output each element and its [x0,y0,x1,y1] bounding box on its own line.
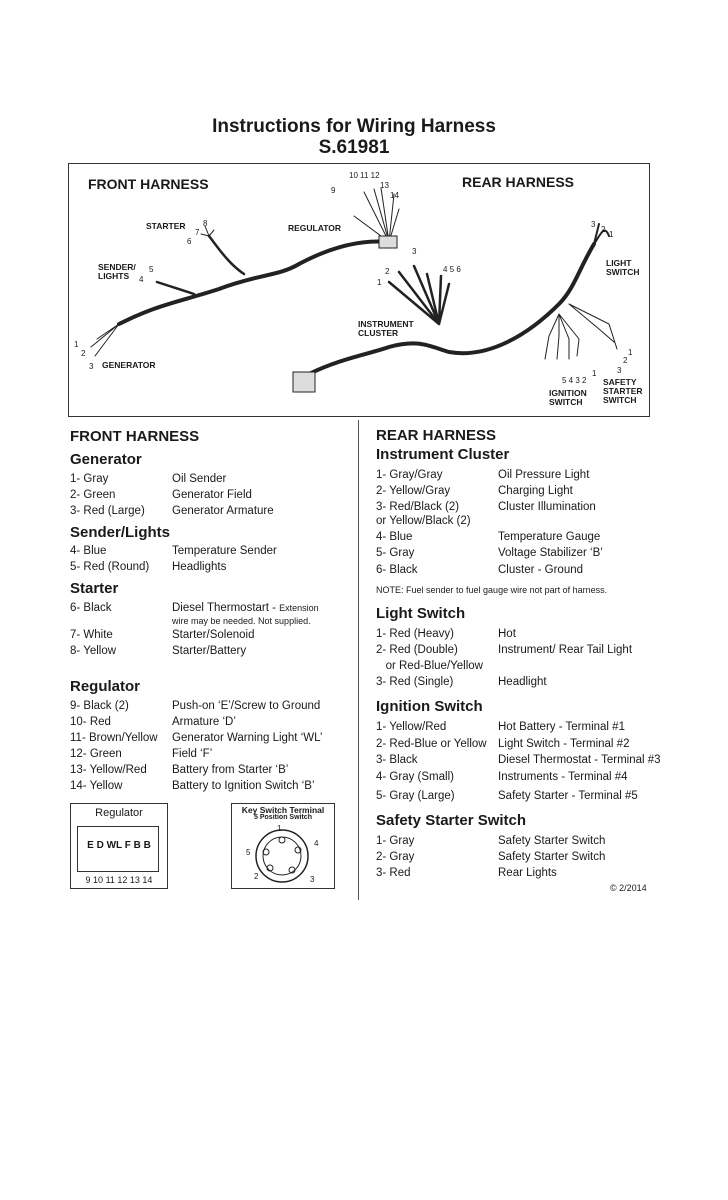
regulator-label: REGULATOR [288,223,342,233]
wire-desc: Battery from Starter ‘B’ [172,764,289,776]
wire-number: 7 [195,228,200,237]
key-terminal-number: 3 [310,875,315,884]
wire-row: 6- Black [376,564,418,576]
wire-row: 2- Red-Blue or Yellow [376,738,487,750]
regulator-heading: Regulator [70,678,141,695]
wire-number: 3 [89,362,94,371]
wire-row: 5- Red (Round) [70,561,150,573]
wire-number: 2 [385,267,390,276]
wire-row: 2- Green [70,489,116,501]
wire-number: 10 11 12 [349,171,380,180]
wire-number: 1 [592,369,597,378]
ignition-switch-label: IGNITION SWITCH [549,388,587,407]
wire-number: 4 [139,275,144,284]
wire-number: 2 [623,356,628,365]
wire-number: 3 [412,247,417,256]
wire-desc: Instrument/ Rear Tail Light [498,644,633,656]
key-terminal-number: 1 [277,824,282,833]
fuel-sender-note: NOTE: Fuel sender to fuel gauge wire not part of harness. [376,585,608,595]
wire-number: 6 [187,237,192,246]
wire-desc: Battery to Ignition Switch ‘B’ [172,780,315,792]
copyright: © 2/2014 [610,883,647,893]
wire-row: 3- Red/Black (2) [376,501,460,513]
wire-row: 5- Gray [376,547,415,559]
wire-row: 4- Blue [70,545,107,557]
wire-number: 3 [591,220,596,229]
part-number: S.61981 [318,137,390,158]
wire-number: 1 [377,278,382,287]
wire-desc: Hot Battery - Terminal #1 [498,721,625,733]
instrument-cluster-label: INSTRUMENT CLUSTER [358,319,414,338]
wire-desc: Safety Starter - Terminal #5 [498,790,638,802]
regulator-wire-numbers: 9 10 11 12 13 14 [85,875,153,885]
regulator-terminal-box [70,803,168,889]
starter-branch [209,236,244,274]
sender-lights-heading: Sender/Lights [70,524,171,541]
light-switch-heading: Light Switch [376,605,466,622]
key-switch-subtitle: 5 Position Switch [254,814,312,821]
wire-desc: Cluster Illumination [498,501,596,513]
wire-row: 9- Black (2) [70,700,129,712]
wire-desc: Generator Armature [172,505,274,517]
wire-number: 1 [628,348,633,357]
wire-desc: Generator Warning Light ‘WL’ [172,732,323,744]
wire-desc: Field ‘F’ [172,748,213,760]
instrument-cluster-heading: Instrument Cluster [376,446,510,463]
wire-number: 3 [617,366,622,375]
key-switch-title: Key Switch Terminal [241,805,325,815]
wire-desc: Oil Sender [172,473,227,485]
wire-desc: Diesel Thermostat - Terminal #3 [498,754,661,766]
wire-desc: Armature ‘D’ [172,716,236,728]
regulator-terminals: E D WL F B B [87,840,151,851]
wire-desc: Charging Light [498,485,573,497]
wire-row: 3- Red (Single) [376,676,454,688]
wire-row: 1- Gray [70,473,109,485]
rear-connector [293,372,315,392]
wire-number: 14 [390,191,399,200]
wire-number: 1 [609,230,614,239]
wire-row: 1- Gray/Gray [376,469,443,481]
wire-desc: Cluster - Ground [498,564,584,576]
wire-row: 14- Yellow [70,780,123,792]
key-terminal-number: 4 [314,839,319,848]
wire-desc: Headlights [172,561,227,573]
wire-number: 9 [331,186,336,195]
wire-number: 4 5 6 [443,265,461,274]
wire-row: 1- Red (Heavy) [376,628,454,640]
wire-desc: Generator Field [172,489,252,501]
wire-row: 3- Black [376,754,418,766]
wire-number: 2 [601,225,606,234]
wire-desc: Hot [498,628,516,640]
starter-heading: Starter [70,580,119,597]
generator-heading: Generator [70,451,142,468]
wire-desc: Rear Lights [498,867,557,879]
regulator-box-title: Regulator [95,807,143,819]
wiring-diagram [68,163,650,417]
wire-number: 13 [380,181,389,190]
wire-desc: Starter/Battery [172,645,247,657]
key-switch-drawing [232,804,334,888]
safety-starter-switch-label: SAFETY STARTER SWITCH [603,377,643,405]
wire-desc [172,601,319,615]
wire-row: 12- Green [70,748,122,760]
wire-desc: Headlight [498,676,547,688]
wire-desc: Voltage Stabilizer ‘B’ [498,547,603,559]
key-terminal-number: 2 [254,872,259,881]
wire-row: 3- Red [376,867,411,879]
wire-row: 5- Gray (Large) [376,790,455,802]
ignition-switch-heading: Ignition Switch [376,698,483,715]
page-title: Instructions for Wiring Harness [212,116,496,137]
wire-row: 2- Yellow/Gray [376,485,451,497]
wire-row: 2- Red (Double) [376,644,458,656]
front-connector [379,236,397,248]
sender-lights-label: SENDER/ LIGHTS [98,262,136,281]
wire-row: 4- Gray (Small) [376,771,454,783]
extension-note: Extension [279,603,319,613]
wire-number: 5 [149,265,154,274]
wire-number: 1 [74,340,79,349]
rear-harness-heading: REAR HARNESS [376,427,497,444]
wire-row: 4- Blue [376,531,413,543]
wire-row: 8- Yellow [70,645,117,657]
wire-desc: Starter/Solenoid [172,629,255,641]
light-switch-label: LIGHT SWITCH [606,258,640,277]
wire-number: 2 [81,349,86,358]
wire-row: 3- Red (Large) [70,505,145,517]
wire-row: 7- White [70,629,113,641]
wire-row: 6- Black [70,602,112,614]
wire-desc: Temperature Gauge [498,531,601,543]
front-harness-heading: FRONT HARNESS [70,428,200,445]
safety-starter-switch-heading: Safety Starter Switch [376,812,527,829]
wire-desc: Instruments - Terminal #4 [498,771,628,783]
starter-label: STARTER [146,221,186,231]
wire-row: 10- Red [70,716,111,728]
wire-number: 8 [203,219,208,228]
wire-desc: Safety Starter Switch [498,835,606,847]
wire-row: 1- Gray [376,835,415,847]
wire-row: 2- Gray [376,851,415,863]
key-switch-terminal-box [231,803,335,889]
column-divider [358,420,359,900]
wire-desc: Push-on ‘E’/Screw to Ground [172,700,321,712]
wire-row: or Yellow/Black (2) [376,515,471,527]
generator-label: GENERATOR [102,360,156,370]
rear-harness-label: REAR HARNESS [462,174,575,190]
wire-row: 11- Brown/Yellow [70,732,158,744]
wire-desc: Temperature Sender [172,545,277,557]
extension-note-2: wire may be needed. Not supplied. [172,616,311,626]
wire-row: 1- Yellow/Red [376,721,447,733]
wire-desc: Safety Starter Switch [498,851,606,863]
wire-desc-text: Diesel Thermostart - [172,602,280,614]
wire-row: or Red-Blue/Yellow [376,660,483,672]
key-terminal-number: 5 [246,848,251,857]
front-harness-label: FRONT HARNESS [88,176,209,192]
wire-desc: Oil Pressure Light [498,469,590,481]
wire-number: 5 4 3 2 [562,376,587,385]
wire-row: 13- Yellow/Red [70,764,147,776]
wire-desc: Light Switch - Terminal #2 [498,738,630,750]
rear-harness-trunk [309,244,594,374]
sender-branch [157,282,194,294]
